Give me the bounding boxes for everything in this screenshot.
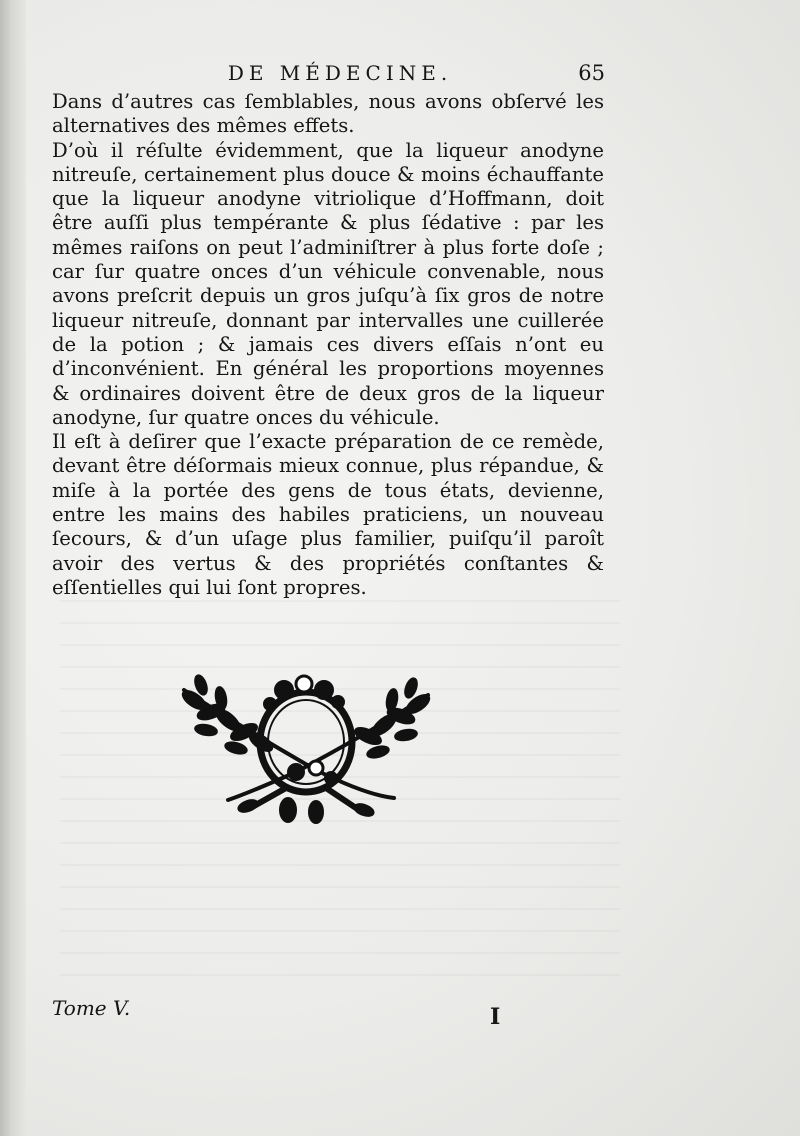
paragraph-3: Il eſt à deſirer que l’exacte préparation de ce remède, devant être déſormais mieux connue, plus répandue, & miſe à la portée des gens de tous états, devienne, entre les mains des habiles praticiens, un nouveau ſecours, & d’un uſage plus familier, puiſqu’il paroît avoir des vertus & des propriétés conſtantes & eſſentielles qui lui ſont propres.: [52, 430, 604, 599]
paragraph-1: Dans d’autres cas ſemblables, nous avons obſervé les alternatives des mêmes effets.: [52, 90, 604, 138]
page-number: 65: [578, 61, 605, 85]
page-gutter-shadow: [0, 0, 26, 1136]
body-text: [52, 90, 604, 600]
running-title: DE MÉDECINE.: [227, 61, 453, 85]
floral-wreath-vignette-icon: [166, 660, 446, 830]
paragraph-2: D’où il réſulte évidemment, que la liqueur anodyne nitreuſe, certainement plus douce & moins échauffante que la liqueur anodyne vitriolique d’Hoffmann, doit être auſſi plus tempérante & plus ſédative : par les mêmes raiſons on peut l’adminiſtrer à plus forte doſe ; car ſur quatre onces d’un véhicule convenable, nous avons preſcrit depuis un gros juſqu’à ſix gros de notre liqueur nitreuſe, donnant par intervalles une cuillerée de la potion ; & jamais ces divers eſſais n’ont eu d’inconvénient. En général les proportions moyennes & ordinaires doivent être de deux gros de la liqueur anodyne, ſur quatre onces du véhicule.: [52, 138, 604, 429]
tome-label: Tome V.: [52, 996, 131, 1020]
signature-mark: I: [490, 1004, 501, 1030]
running-head: [50, 58, 605, 88]
